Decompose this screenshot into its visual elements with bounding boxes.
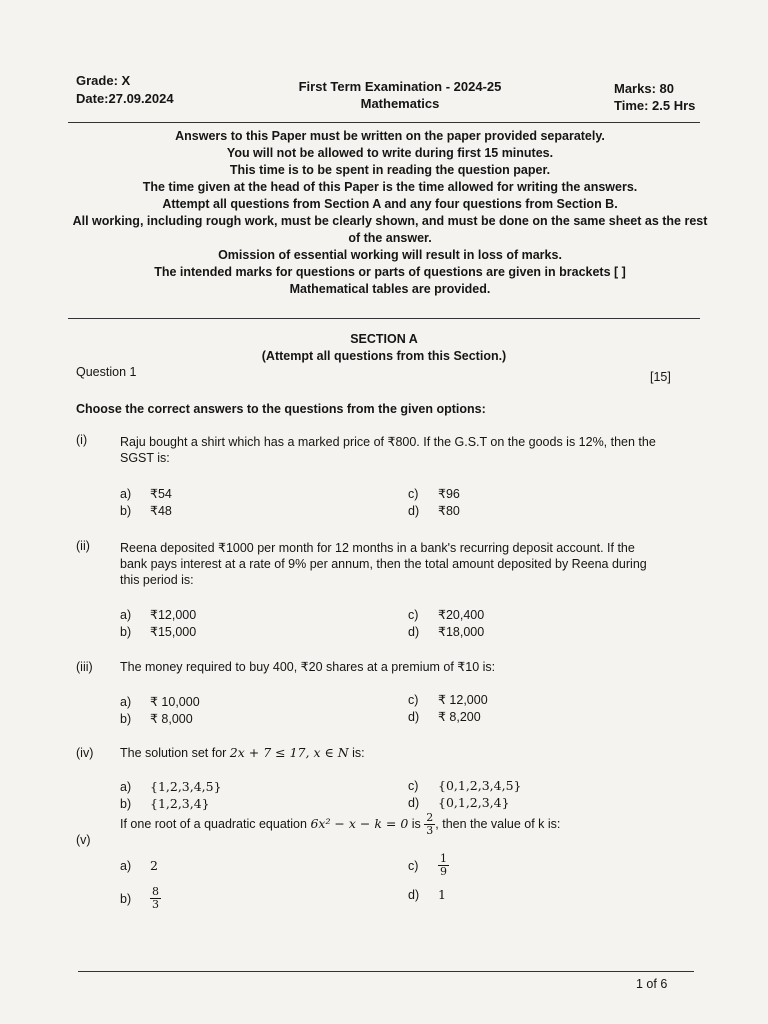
option-a: a) ₹12,000 xyxy=(120,608,197,622)
option-c: c) $\frac{1}{9}$ xyxy=(408,852,447,878)
time-label: Time: 2.5 Hrs xyxy=(614,98,696,113)
exam-title: First Term Examination - 2024-25 xyxy=(298,79,502,94)
part-number: (ii) xyxy=(76,539,90,553)
instruction-line: Omission of essential working will result in loss of marks. xyxy=(218,248,562,262)
option-d: d) 1 xyxy=(408,887,446,902)
option-b: b) ₹ 8,000 xyxy=(120,712,193,726)
part-number: (v) xyxy=(76,833,91,847)
option-c: c) ₹96 xyxy=(408,487,460,501)
question-text: If one root of a quadratic equation 6x² − x − k = 0 is $\frac{2}{3}$ , then the value of k is: xyxy=(120,811,561,838)
part-number: (iv) xyxy=(76,746,94,760)
inequality-expression: 2x + 7 ≤ 17, x ∈ N xyxy=(229,745,349,760)
quadratic-expression: 6x² − x − k = 0 xyxy=(310,816,409,831)
option-d: d) {0,1,2,3,4} xyxy=(408,795,510,810)
instruction-line: Attempt all questions from Section A and any four questions from Section B. xyxy=(162,197,618,211)
instruction-line: Answers to this Paper must be written on the paper provided separately. xyxy=(175,129,605,143)
option-b-fraction: $\frac{8}{3}$ xyxy=(152,885,159,911)
question-text: Raju bought a shirt which has a marked price of ₹800. If the G.S.T on the goods is 12%, then the SGST is: xyxy=(120,435,656,465)
option-a: a) ₹ 10,000 xyxy=(120,695,200,709)
question-instruction: Choose the correct answers to the questions from the given options: xyxy=(76,402,486,416)
question-text: The money required to buy 400, ₹20 shares at a premium of ₹10 is: xyxy=(120,660,496,674)
option-c: c) ₹20,400 xyxy=(408,608,485,622)
option-c: c) ₹ 12,000 xyxy=(408,693,488,707)
marks-label: Marks: 80 xyxy=(614,81,674,96)
instruction-line: Mathematical tables are provided. xyxy=(289,282,491,296)
footer-divider xyxy=(78,971,694,972)
root-fraction: $\frac{2}{3}$ xyxy=(426,811,434,838)
header-divider xyxy=(68,122,700,123)
instructions-block xyxy=(70,128,710,298)
grade-label: Grade: X xyxy=(76,73,131,88)
option-a: a) ₹54 xyxy=(120,487,172,501)
section-title: SECTION A xyxy=(350,332,418,346)
option-d: d) ₹18,000 xyxy=(408,625,485,639)
option-d: d) ₹ 8,200 xyxy=(408,710,481,724)
option-a: a) {1,2,3,4,5} xyxy=(120,779,222,794)
date-label: Date:27.09.2024 xyxy=(76,91,174,106)
instruction-line: The time given at the head of this Paper is the time allowed for writing the answers. xyxy=(142,180,638,194)
option-c-fraction: $\frac{1}{9}$ xyxy=(440,852,447,878)
instruction-line: You will not be allowed to write during first 15 minutes. xyxy=(226,146,554,160)
instruction-line: All working, including rough work, must be clearly shown, and must be done on the same sheet as the rest of the answer. xyxy=(72,214,708,245)
option-b: b) $\frac{8}{3}$ xyxy=(120,885,159,911)
option-b: b) {1,2,3,4} xyxy=(120,796,210,811)
page-number: 1 of 6 xyxy=(636,977,668,991)
option-c: c) {0,1,2,3,4,5} xyxy=(408,778,522,793)
question-marks: [15] xyxy=(650,370,671,384)
instruction-line: The intended marks for questions or parts of questions are given in brackets [ ] xyxy=(154,265,626,279)
part-number: (i) xyxy=(76,433,88,447)
option-a: a) 2 xyxy=(120,858,158,873)
subject-title: Mathematics xyxy=(360,96,440,111)
question-text: Reena deposited ₹1000 per month for 12 months in a bank's recurring deposit account. If the bank pays interest at a rate of 9% per annum, then the total amount deposited by Reena during this period is: xyxy=(120,541,647,587)
question-label: Question 1 xyxy=(76,365,137,379)
instruction-line: This time is to be spent in reading the question paper. xyxy=(229,163,551,177)
part-number: (iii) xyxy=(76,660,93,674)
option-d: d) ₹80 xyxy=(408,504,460,518)
instructions-divider xyxy=(68,318,700,319)
question-text: The solution set for 2x + 7 ≤ 17, x ∈ N is: xyxy=(120,745,365,760)
option-b: b) ₹15,000 xyxy=(120,625,197,639)
option-b: b) ₹48 xyxy=(120,504,172,518)
section-subtitle: (Attempt all questions from this Section.) xyxy=(261,349,507,363)
